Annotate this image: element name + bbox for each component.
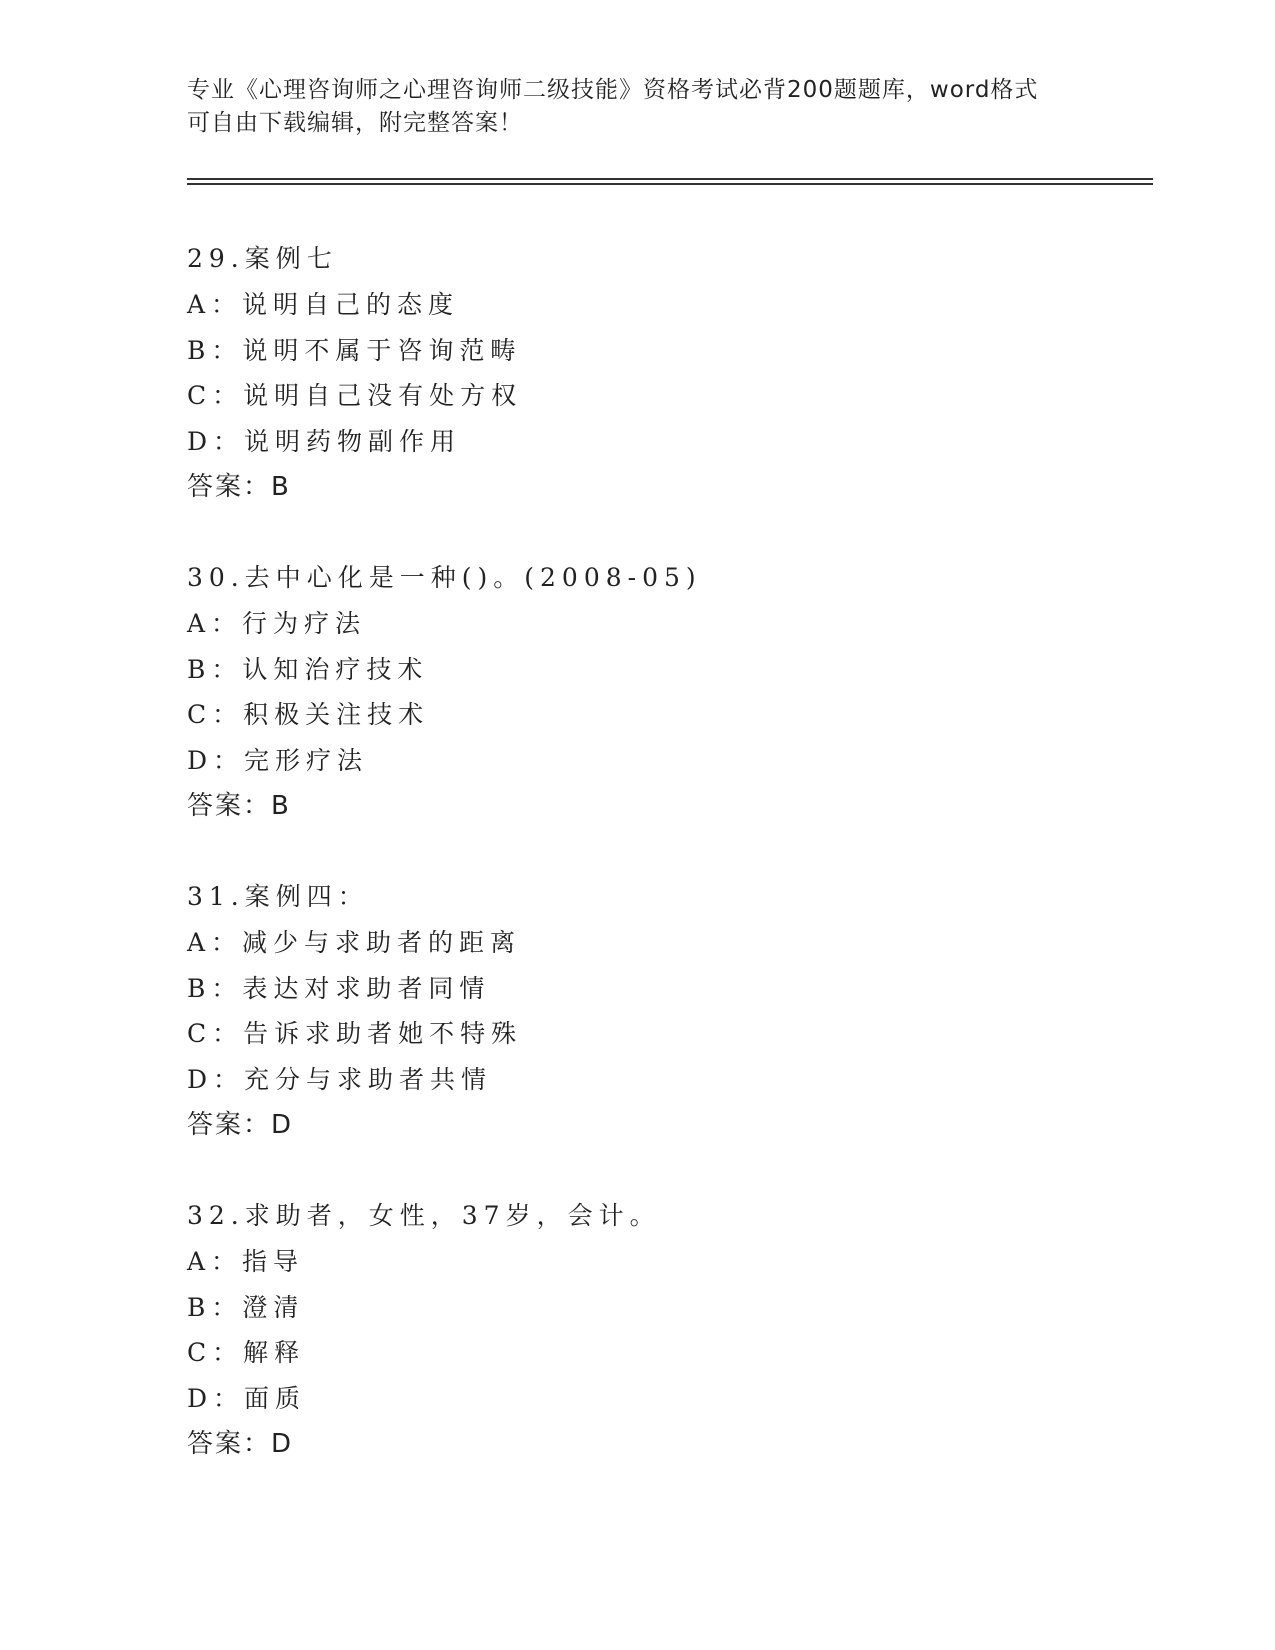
option-b: B：说明不属于咨询范畴 (187, 335, 522, 365)
header-title-line-2: 可自由下载编辑，附完整答案！ (187, 110, 523, 136)
question-29 (187, 236, 1087, 510)
option-b: B：表达对求助者同情 (187, 973, 491, 1003)
question-stem: 29.案例七 (187, 244, 338, 273)
question-list (187, 236, 1087, 1512)
question-32 (187, 1193, 1087, 1467)
answer: 答案：B (187, 791, 291, 821)
answer: 答案：D (187, 1429, 294, 1459)
option-d: D：充分与求助者共情 (187, 1064, 493, 1094)
answer: 答案：D (187, 1110, 294, 1140)
header-divider-bottom (187, 183, 1153, 185)
option-d: D：面质 (187, 1383, 307, 1413)
question-stem: 30.去中心化是一种()。(2008-05) (187, 563, 702, 592)
option-d: D：说明药物副作用 (187, 426, 462, 456)
option-a: A：指导 (187, 1247, 305, 1276)
document-header (187, 74, 1087, 140)
question-stem: 32.求助者，女性，37岁，会计。 (187, 1201, 661, 1230)
option-a: A：行为疗法 (187, 609, 367, 638)
question-31 (187, 874, 1087, 1148)
option-c: C：说明自己没有处方权 (187, 381, 523, 410)
option-c: C：告诉求助者她不特殊 (187, 1019, 523, 1048)
option-c: C：积极关注技术 (187, 700, 430, 729)
answer: 答案：B (187, 472, 291, 502)
option-c: C：解释 (187, 1338, 306, 1367)
option-d: D：完形疗法 (187, 745, 369, 775)
question-30 (187, 555, 1087, 829)
option-a: A：减少与求助者的距离 (187, 928, 522, 957)
option-a: A：说明自己的态度 (187, 290, 460, 319)
header-title-line-1: 专业《心理咨询师之心理咨询师二级技能》资格考试必背200题题库，word格式 (187, 77, 1039, 103)
option-b: B：澄清 (187, 1292, 305, 1322)
option-b: B：认知治疗技术 (187, 654, 429, 684)
header-divider-top (187, 178, 1153, 180)
question-stem: 31.案例四： (187, 882, 369, 911)
